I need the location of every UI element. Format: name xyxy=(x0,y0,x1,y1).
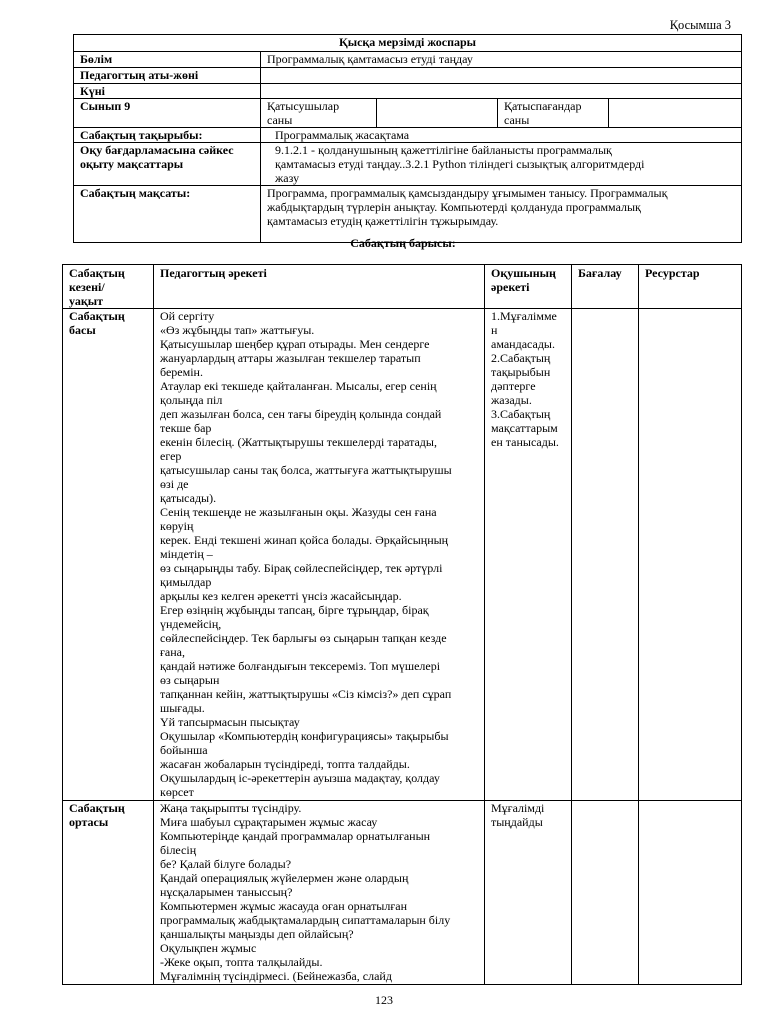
topic-row xyxy=(74,128,742,143)
goal-label: Сабақтың мақсаты: xyxy=(74,186,261,243)
stage-middle: Сабақтың ортасы xyxy=(63,801,154,985)
plan-title-row xyxy=(74,35,742,52)
section-row xyxy=(74,52,742,68)
goal-value: Программа, программалық қамсыздандыру ұғымымен танысу. Программалық жабдықтардың түрлерін анықтау. Компьютерді қолдануда программалық қамтамасыз етудің қажеттілігін тұжырымдау. xyxy=(261,186,742,243)
absent-label: Қатыспағандар саны xyxy=(498,99,609,128)
progress-header-row xyxy=(63,265,742,309)
header-assessment: Бағалау xyxy=(572,265,639,309)
objectives-label: Оқу бағдарламасына сәйкес оқыту мақсаттары xyxy=(74,143,261,186)
table-row xyxy=(63,801,742,985)
resources-beginning xyxy=(639,309,742,801)
present-label: Қатысушылар саны xyxy=(261,99,377,128)
progress-title: Сабақтың барысы: xyxy=(350,236,456,250)
grade-row xyxy=(74,99,742,128)
header-student-action: Оқушының әрекеті xyxy=(485,265,572,309)
day-value xyxy=(261,84,742,99)
grade-label: Сынып 9 xyxy=(74,99,261,128)
plan-title: Қысқа мерзімді жоспары xyxy=(74,35,742,52)
table-row xyxy=(63,309,742,801)
section-label: Бөлім xyxy=(74,52,261,68)
header-resources: Ресурстар xyxy=(639,265,742,309)
objectives-value: 9.1.2.1 - қолданушының қажеттілігіне байланысты программалық қамтамасыз етуді таңдау..3.2.1 Python тіліндегі сызықтық алгоритмдерді жазу xyxy=(261,143,742,186)
teacher-label: Педагогтың аты-жөні xyxy=(74,68,261,84)
lesson-plan-table xyxy=(73,34,742,243)
assessment-middle xyxy=(572,801,639,985)
teacher-value xyxy=(261,68,742,84)
stage-beginning: Сабақтың басы xyxy=(63,309,154,801)
goal-row xyxy=(74,186,742,243)
lesson-progress-table xyxy=(62,264,742,985)
objectives-row xyxy=(74,143,742,186)
topic-value: Программалық жасақтама xyxy=(261,128,742,143)
student-action-beginning: 1.Мұғалімме н амандасады. 2.Сабақтың тақырыбын дәптерге жазады. 3.Сабақтың мақсаттарым ен танысады. xyxy=(485,309,572,801)
student-action-middle: Мұғалімді тыңдайды xyxy=(485,801,572,985)
present-value xyxy=(377,99,498,128)
section-value: Программалық қамтамасыз етуді таңдау xyxy=(261,52,742,68)
day-row xyxy=(74,84,742,99)
topic-label: Сабақтың тақырыбы: xyxy=(74,128,261,143)
teacher-action-middle: Жаңа тақырыпты түсіндіру. Миға шабуыл сұрақтарымен жұмыс жасау Компьютеріңде қандай программалар орнатылғанын білесің бе? Қалай білуге болады? Қандай операциялық жүйелермен және олардың нұсқаларымен таныссың? Компьютермен жұмыс жасауда оған орнатылған программалық жабдықтамалардың сипаттамаларын білу қаншалықты маңызды деп ойлайсың? Оқулықпен жұмыс -Жеке оқып, топта талқылайды. Мұғалімнің түсіндірмесі. (Бейнежазба, слайд xyxy=(154,801,485,985)
teacher-row xyxy=(74,68,742,84)
absent-value xyxy=(609,99,742,128)
teacher-action-beginning: Ой сергіту «Өз жұбыңды тап» жаттығуы. Қатысушылар шеңбер құрап отырады. Мен сендерге жануарлардың аттары жазылған текшелер таратып беремін. Атаулар екі текшеде қайталанған. Мысалы, егер сенің қолыңда піл деп жазылған болса, сен тағы біреудің қолында сондай текше бар екенін білесің. (Жаттықтырушы текшелерді таратады, егер қатысушылар саны тақ болса, жаттығуға жаттықтырушы өзі де қатысады). Сенің текшеңде не жазылғанын оқы. Жазуды сен ғана көруің керек. Енді текшені жинап қойса болады. Әрқайсыңның міндетің – өз сыңарыңды табу. Бірақ сөйлеспейсіңдер, тек әртүрлі қимылдар арқылы кез келген әрекетті үнсіз жасайсыңдар. Егер өзіңнің жұбыңды тапсаң, бірге тұрыңдар, бірақ үндемейсің, сөйлеспейсіңдер. Тек барлығы өз сыңарын тапқан кезде ғана, қандай нәтиже болғандығын тексереміз. Топ мүшелері өз сыңарын тапқаннан кейін, жаттықтырушы «Сіз кімсіз?» деп сұрап шығады. Үй тапсырмасын пысықтау Оқушылар «Компьютердің конфигурациясы» тақырыбы бойынша жасаған жобаларын түсіндіреді, топта талдайды. Оқушылардың іс-әрекеттерін ауызша мадақтау, қолдау көрсет xyxy=(154,309,485,801)
header-teacher-action: Педагогтың әрекеті xyxy=(154,265,485,309)
page-number: 123 xyxy=(375,993,393,1007)
assessment-beginning xyxy=(572,309,639,801)
day-label: Күні xyxy=(74,84,261,99)
header-stage: Сабақтың кезені/ уақыт xyxy=(63,265,154,309)
appendix-label: Қосымша 3 xyxy=(669,18,731,32)
resources-middle xyxy=(639,801,742,985)
